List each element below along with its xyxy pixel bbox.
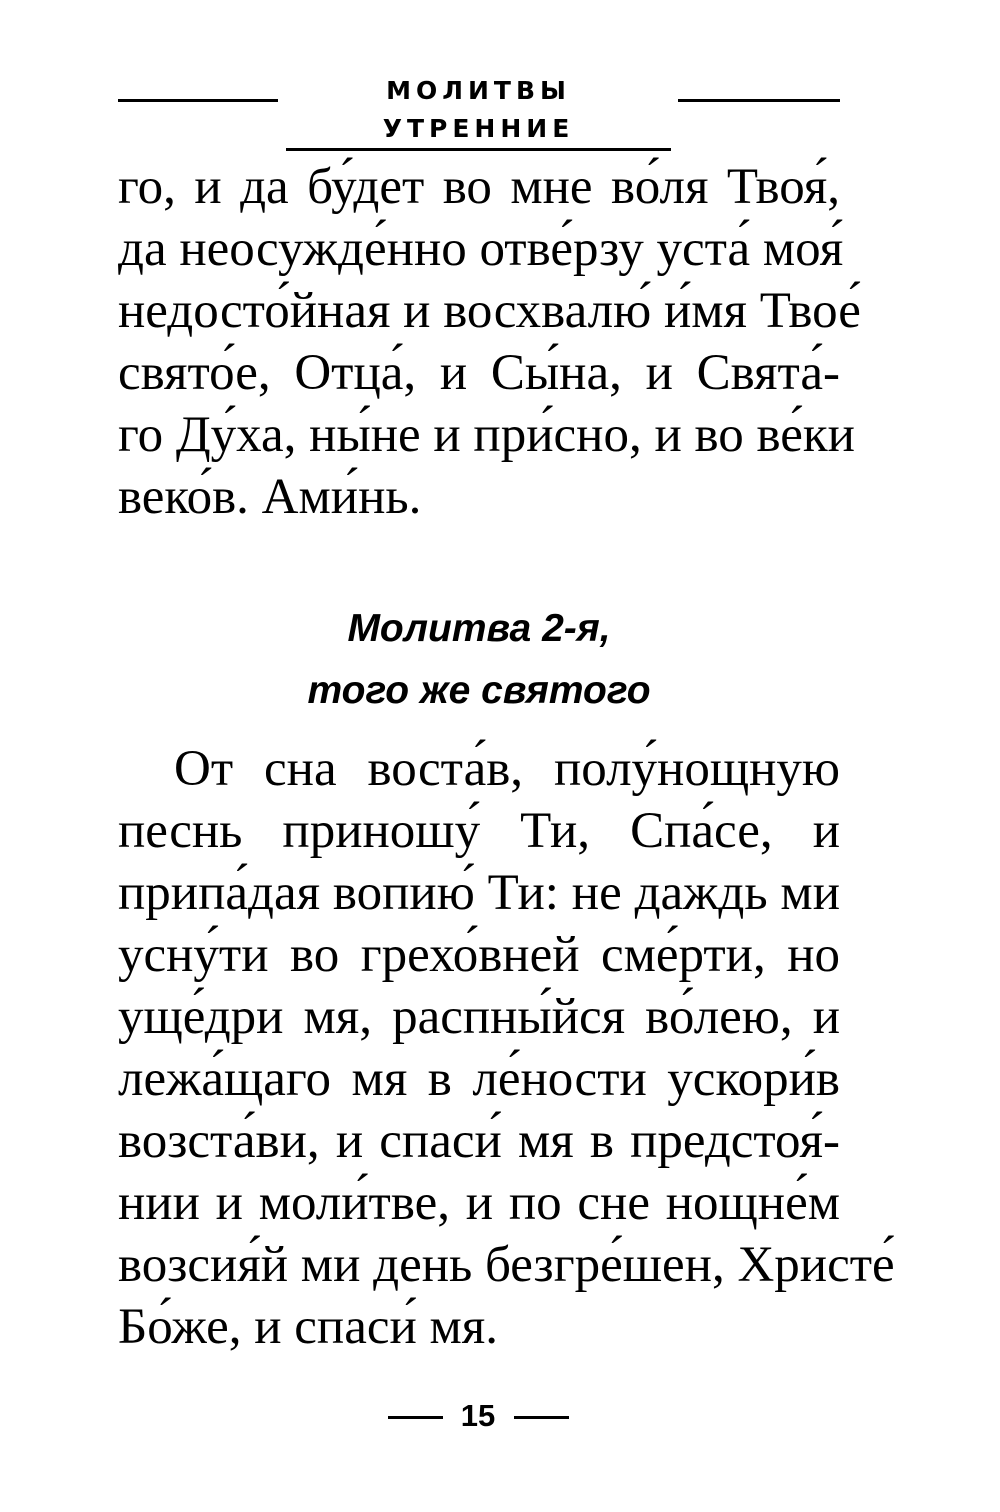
- prayer-1-ending: [118, 156, 861, 528]
- text-line: Бо́же, и спаси́ мя.: [118, 1299, 498, 1355]
- running-header-title: МОЛИТВЫ УТРЕННИЕ: [286, 72, 671, 151]
- text-line: да неосужде́нно отве́рзу уста́ моя́: [118, 221, 844, 277]
- text-line: От сна воста́в, полу́нощную: [174, 741, 840, 797]
- text-line: недосто́йная и восхвалю́ и́мя Твое́: [118, 283, 861, 339]
- text-line: припа́дая вопию́ Ти: не даждь ми: [118, 865, 840, 921]
- text-line: песнь приношу́ Ти, Спа́се, и: [118, 803, 840, 859]
- section-heading: [118, 598, 840, 722]
- prayer-2-text: [118, 738, 895, 1358]
- text-line: возста́ви, и спаси́ мя в предстоя́-: [118, 1113, 840, 1169]
- heading-line-1: Молитва 2-я,: [347, 607, 611, 650]
- text-line: нии и моли́тве, и по сне нощне́м: [118, 1175, 840, 1231]
- page-number: 15: [460, 1398, 496, 1433]
- text-line: веко́в. Ами́нь.: [118, 469, 422, 525]
- header-rule-left: [118, 99, 278, 102]
- header-rule-right: [678, 99, 840, 102]
- folio-dash-left: [388, 1416, 443, 1419]
- text-line: возсия́й ми день безгре́шен, Христе́: [118, 1237, 895, 1293]
- text-line: го Ду́ха, ны́не и при́сно, и во ве́ки: [118, 407, 855, 463]
- text-line: лежа́щаго мя в ле́ности ускори́в: [118, 1051, 840, 1107]
- text-line: усну́ти во грехо́вней сме́рти, но: [118, 927, 840, 983]
- heading-line-2: того же святого: [307, 669, 651, 712]
- text-line: свято́е, Отца́, и Сы́на, и Свята́-: [118, 345, 840, 401]
- text-line: уще́дри мя, распны́йся во́лею, и: [118, 989, 840, 1045]
- folio-dash-right: [514, 1416, 569, 1419]
- text-line: го, и да бу́дет во мне во́ля Твоя́,: [118, 159, 840, 215]
- running-header: [118, 72, 840, 143]
- page-folio: [0, 1392, 1000, 1440]
